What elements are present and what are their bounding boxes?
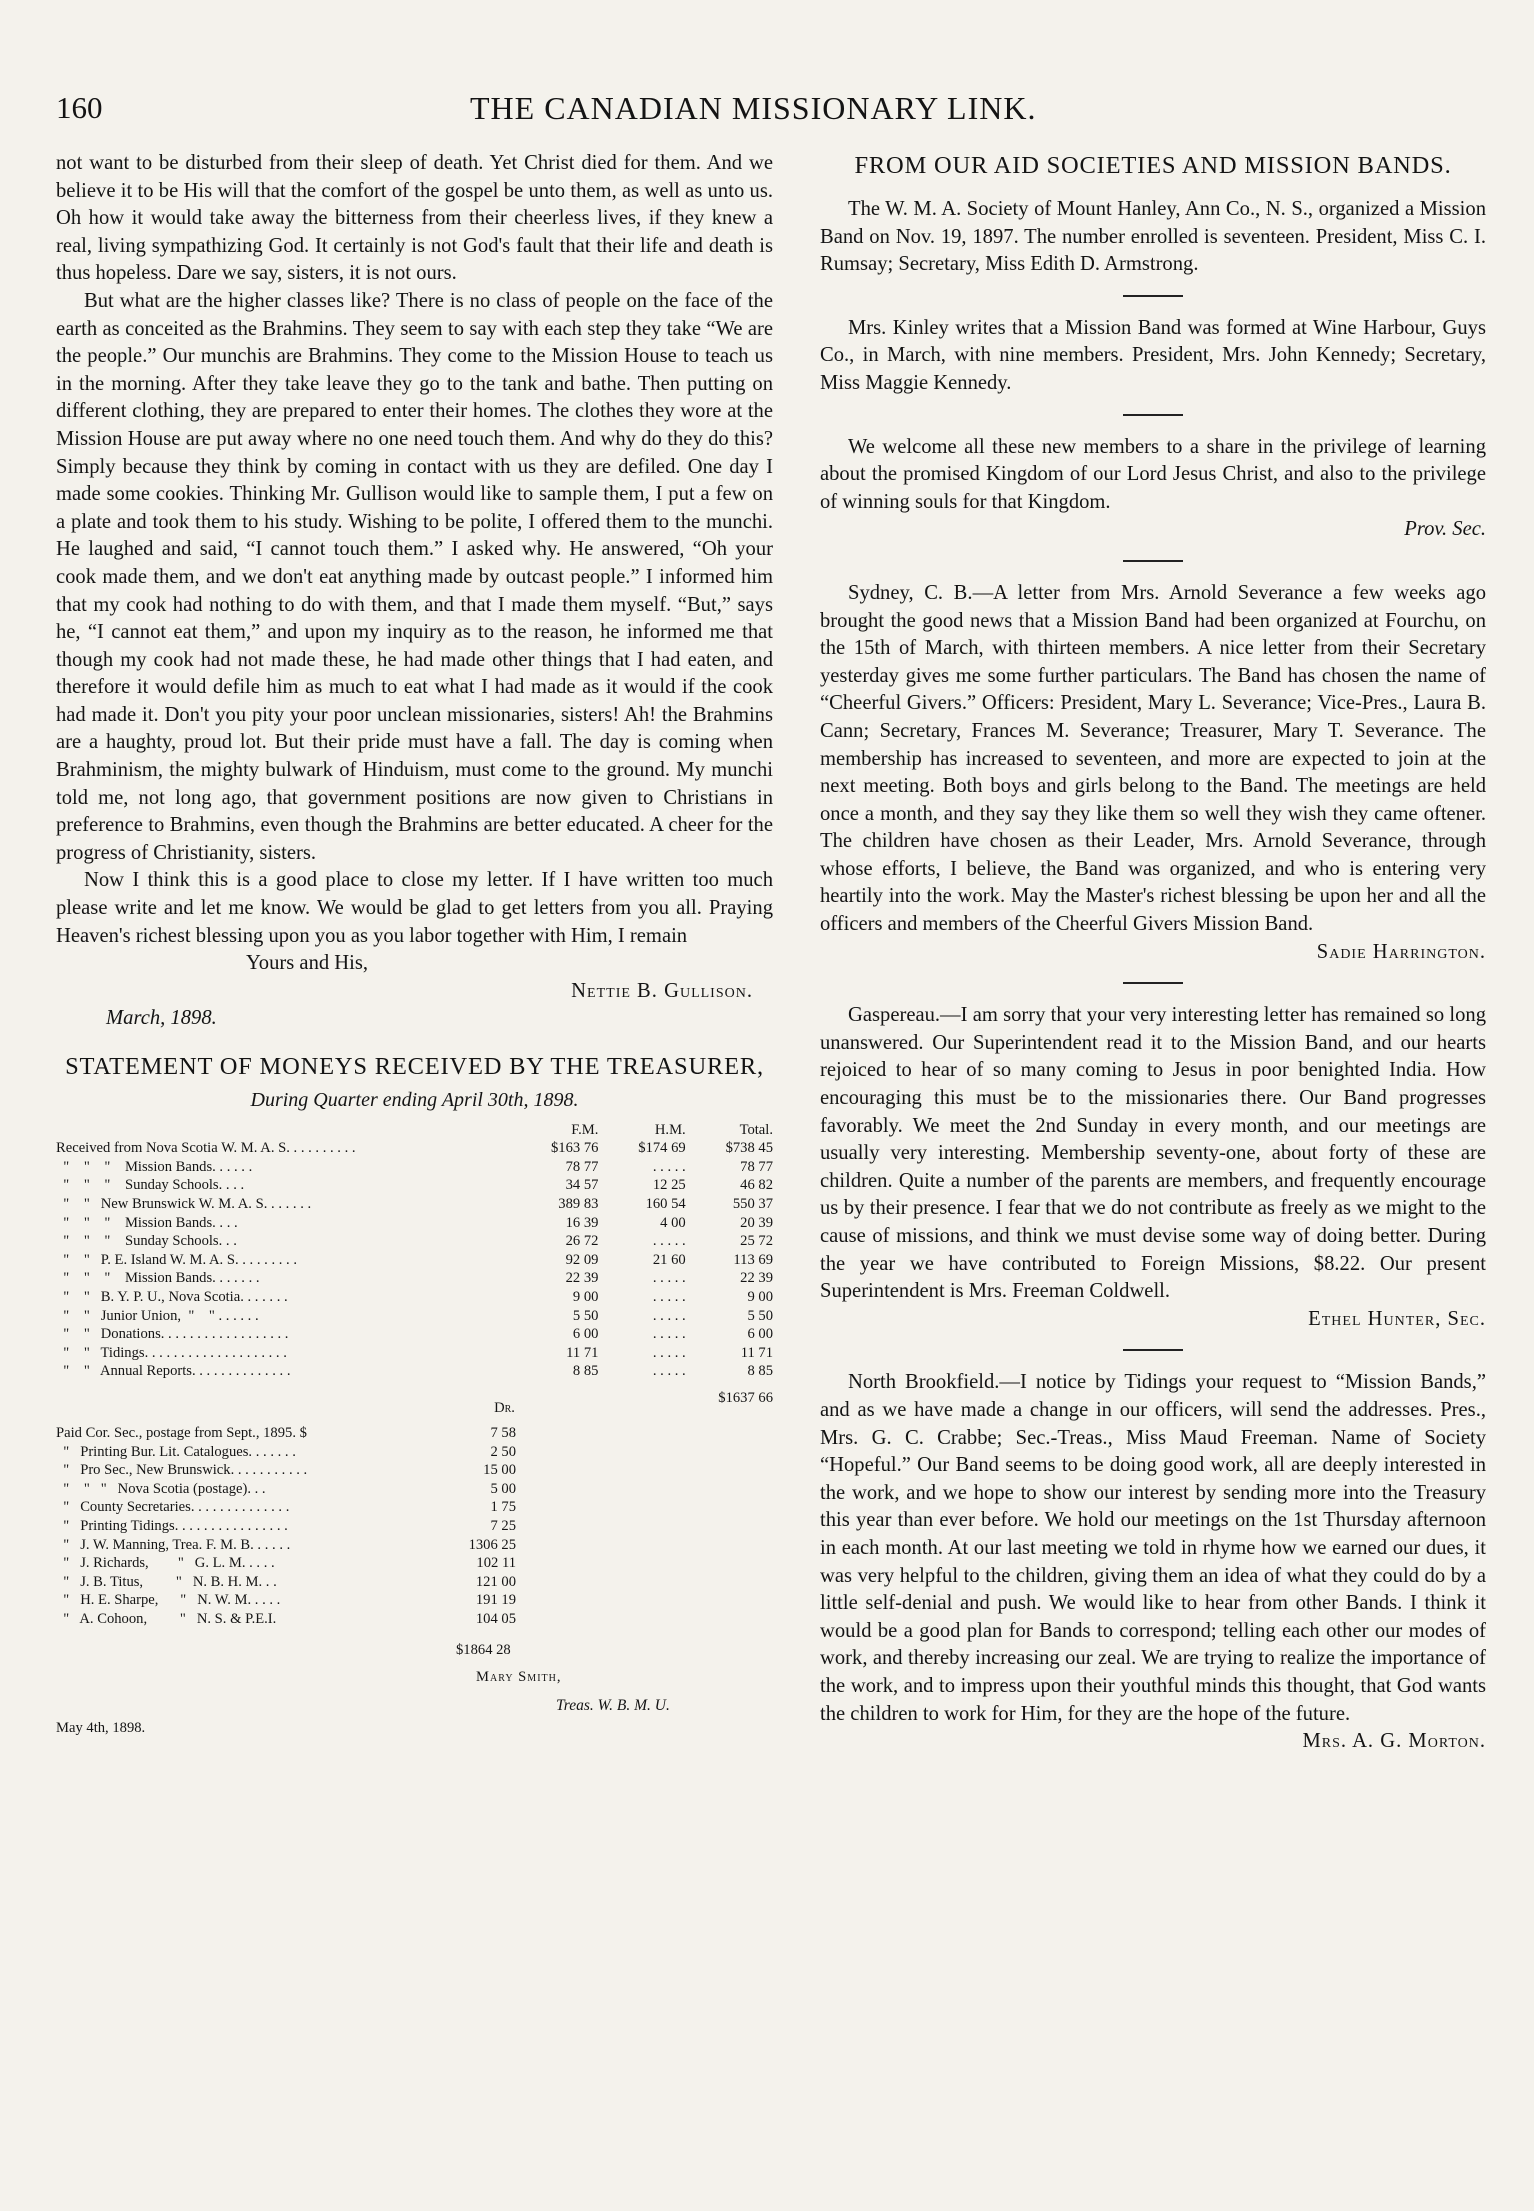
row-label: " " Tidings. . . . . . . . . . . . . . . . . . . . (56, 1344, 287, 1361)
statement-title: STATEMENT OF MONEYS RECEIVED BY THE TREASURER, (65, 1053, 764, 1080)
page-title: THE CANADIAN MISSIONARY LINK. (470, 90, 1037, 126)
row-label: " " " Mission Bands. . . . . . . (56, 1270, 260, 1287)
payment-amount: 2 50 (490, 1443, 516, 1460)
row-amount: . . . . . (652, 1326, 686, 1343)
payment-row (56, 1443, 516, 1462)
divider (1123, 560, 1183, 562)
divider (1123, 295, 1183, 297)
receipts-table (56, 1121, 773, 1743)
row-amount: 20 39 (740, 1214, 773, 1231)
row-amount: . . . . . (652, 1270, 686, 1287)
item: North Brookfield.—I notice by Tidings your request to “Mission Bands,” and as we have made a change in our officers, will send the addresses. Pres., Mrs. G. C. Crabbe; Sec.-Treas., Miss Maud Freeman. Name of Society “Hopeful.” Our Band seems to be doing good work, all are deeply interested in the work, and we hope to show our interest by sending more into the Treasury this year than ever before. We hold our meetings on the 1st Thursday afternoon in each month. At our last meeting we told in rhyme how we earned our dues, it was very helpful to the children, giving them an idea of what they could do by a little self-denial and push. We would like to hear from other Bands. I think it would be a good plan for Bands to correspond; telling each other our modes of work, and thereby increasing our zeal. We are trying to realize the importance of the work, and to impress upon their youthful minds this thought, that God wants the children to work for Him, for they are the hope of the future. (820, 1371, 1486, 1725)
paragraph: But what are the higher classes like? There is no class of people on the face of the earth as conceited as the Brahmins. They seem to say with each step they take “We are the people.” Our munchis are Brahmins. They come to the Mission House to teach us in the morning. After they take leave they go to the tank and bathe. Then putting on different clothing, they are prepared to enter their homes. The clothes they wore at the Mission House are put away where no one need touch them. And why do they do this? Simply because they think by coming in contact with us they are defiled. One day I made some cookies. Thinking Mr. Gullison would like to sample them, I put a few on a plate and took them to his study. Wishing to be polite, I offered them to the munchi. He laughed and said, “I cannot touch them.” I asked why. He answered, “Oh your cook made them, and we don't eat anything made by outcast people.” I informed him that my cook had nothing to do with them, and that I made them myself. “But,” says he, “I cannot eat them,” and upon my inquiry as to the reason, he informed me that though my cook had not made these, he had made other things that I had eaten, and therefore it would defile him as much to eat what I had made as it would if the cook had made it. Don't you pity your poor unclean missionaries, sisters! Ah! the Brahmins are a haughty, proud lot. But their pride must have a fall. The day is coming when Brahminism, the mighty bulwark of Hinduism, must come to the ground. My munchi told me, not long ago, that government positions are now given to Christians in preference to Brahmins, even though the Brahmins are better educated. A cheer for the progress of Christianity, sisters. (56, 289, 773, 864)
receipt-row (56, 1139, 773, 1158)
signature: Nettie B. Gullison. (571, 979, 753, 1002)
row-amount: 34 57 (565, 1177, 599, 1194)
item: Gaspereau.—I am sorry that your very interesting letter has remained so long unanswered. Our Superintendent read it to the Mission Band, and our hearts rejoiced to hear of so many coming to Jesus in poor benighted India. How encouraging this must be to the missionaries there. Our Band progresses favorably. We meet the 2nd Sunday in every month, and our meetings are usually very interesting. Membership seventy-one, about forty of these are children. Quite a number of the parents are members, and frequently encourage us by their presence. I fear that we do not contribute as freely as we might to the cause of missions, and think we must devise some way of doing better. During the year we have contributed to Foreign Missions, $8.22. Our present Superintendent is Mrs. Freeman Coldwell. (820, 1004, 1486, 1303)
letter-date: March, 1898. (106, 1007, 217, 1030)
row-amount: . . . . . (652, 1307, 686, 1324)
receipt-row (56, 1158, 773, 1177)
payment-amount: 15 00 (483, 1462, 516, 1479)
paragraph: not want to be disturbed from their sleep of death. Yet Christ died for them. And we believe it to be His will that the comfort of the gospel be unto them, as well as unto us. Oh how it would take away the bitterness from their cheerless lives, if they knew a real, living sympathizing God. It certainly is not God's fault that their life and death is thus hopeless. Dare we say, sisters, it is not ours. (56, 152, 773, 285)
payment-row (56, 1517, 516, 1536)
row-amount: 8 85 (747, 1363, 773, 1380)
payment-amount: 5 00 (490, 1480, 516, 1497)
row-label: " " Annual Reports. . . . . . . . . . . . . . (56, 1363, 291, 1380)
payment-amount: 1 75 (490, 1499, 516, 1516)
section-heading: FROM OUR AID SOCIETIES AND MISSION BANDS. (854, 152, 1452, 179)
receipt-row (56, 1195, 773, 1214)
payment-label: " J. B. Titus, " N. B. H. M. . . (56, 1573, 277, 1590)
row-amount: 550 37 (732, 1195, 773, 1212)
statement-date: May 4th, 1898. (56, 1720, 146, 1737)
row-amount: 11 71 (740, 1344, 773, 1361)
col-header: H.M. (654, 1121, 686, 1138)
row-amount: 160 54 (645, 1195, 686, 1212)
row-amount: 9 00 (747, 1288, 773, 1305)
signature: Ethel Hunter, Sec. (1308, 1307, 1486, 1330)
row-amount: . . . . . (652, 1363, 686, 1380)
divider (1123, 1349, 1183, 1351)
row-label: " " New Brunswick W. M. A. S. . . . . . . (56, 1195, 312, 1212)
payment-label: " County Secretaries. . . . . . . . . . . . . . (56, 1499, 290, 1516)
row-label: " " " Mission Bands. . . . (56, 1214, 238, 1231)
row-amount: . . . . . (652, 1344, 686, 1361)
row-amount: . . . . . (652, 1288, 686, 1305)
statement-subtitle: During Quarter ending April 30th, 1898. (250, 1089, 579, 1111)
signature: Sadie Harrington. (1316, 940, 1486, 963)
row-amount: . . . . . (652, 1158, 686, 1175)
payment-amount: 1306 25 (468, 1536, 516, 1553)
row-amount: 113 69 (733, 1251, 773, 1268)
row-amount: 25 72 (740, 1233, 773, 1250)
row-label: " " B. Y. P. U., Nova Scotia. . . . . . . (56, 1288, 288, 1305)
payment-row (56, 1610, 516, 1629)
payment-row (56, 1591, 516, 1610)
page-number: 160 (56, 90, 103, 125)
receipt-row (56, 1288, 773, 1307)
payment-row (56, 1498, 516, 1517)
payment-row (56, 1573, 516, 1592)
col-header: F.M. (571, 1121, 599, 1138)
treasurer-name: Mary Smith, (476, 1669, 562, 1686)
receipt-row (56, 1269, 773, 1288)
payment-amount: 102 11 (476, 1555, 516, 1572)
item: The W. M. A. Society of Mount Hanley, Ann Co., N. S., organized a Mission Band on Nov. 19, 1897. The number enrolled is seventeen. President, Miss C. I. Rumsay; Secretary, Miss Edith D. Armstrong. (820, 198, 1486, 276)
dr-label: Dr. (494, 1399, 515, 1416)
row-amount: $163 76 (551, 1140, 599, 1157)
row-label: " " " Sunday Schools. . . . (56, 1177, 245, 1194)
row-amount: 6 00 (747, 1326, 773, 1343)
row-amount: 92 09 (565, 1251, 599, 1268)
row-amount: 21 60 (652, 1251, 686, 1268)
row-amount: 22 39 (740, 1270, 773, 1287)
row-amount: 26 72 (565, 1233, 599, 1250)
row-amount: $738 45 (725, 1140, 773, 1157)
receipt-row (56, 1214, 773, 1233)
payment-label: " " " Nova Scotia (postage). . . (56, 1480, 266, 1497)
row-amount: 22 39 (565, 1270, 599, 1287)
row-amount: 389 83 (558, 1195, 599, 1212)
payment-label: Paid Cor. Sec., postage from Sept., 1895. $ (56, 1425, 307, 1442)
payment-row (56, 1536, 516, 1555)
receipt-row (56, 1344, 773, 1363)
payment-row (56, 1480, 516, 1499)
prov-ref: Prov. Sec. (1404, 518, 1486, 541)
payment-label: " Pro Sec., New Brunswick. . . . . . . . . . . (56, 1462, 308, 1479)
row-amount: 4 00 (660, 1214, 686, 1231)
row-amount: 6 00 (572, 1326, 599, 1343)
payment-label: " Printing Bur. Lit. Catalogues. . . . . . . (56, 1443, 296, 1460)
receipt-row (56, 1251, 773, 1270)
left-column (56, 150, 773, 1743)
item: We welcome all these new members to a share in the privilege of learning about the promised Kingdom of our Lord Jesus Christ, and also to the privilege of winning souls for that Kingdom. (820, 435, 1486, 513)
payment-row (56, 1424, 516, 1443)
item: Sydney, C. B.—A letter from Mrs. Arnold Severance a few weeks ago brought the good news that a Mission Band had been organized at Fourchu, on the 15th of March, with thirteen members. A nice letter from their Secretary yesterday gives me some further particulars. The Band has chosen the name of “Cheerful Givers.” Officers: President, Mary L. Severance; Vice-Pres., Laura B. Cann; Secretary, Frances M. Severance; Treasurer, Mary T. Severance. The membership has increased to seventeen, and more are expected to join at the next meeting. Both boys and girls belong to the Band. The meetings are held once a month, and they say they like them so well they wish they came oftener. The children have chosen as their Leader, Mrs. Arnold Severance, through whose efforts, I believe, the Band was organized, and who is entering very heartily into the work. May the Master's richest blessing be upon her and all the officers and members of the Cheerful Givers Mission Band. (820, 581, 1486, 936)
payment-label: " J. Richards, " G. L. M. . . . . (56, 1555, 275, 1572)
row-amount: 12 25 (652, 1177, 686, 1194)
receipt-row (56, 1325, 773, 1344)
receipt-row (56, 1362, 773, 1381)
total-paid: $1864 28 (456, 1641, 511, 1658)
payment-amount: 121 00 (475, 1573, 516, 1590)
row-amount: 11 71 (566, 1344, 599, 1361)
row-label: " " P. E. Island W. M. A. S. . . . . . . . . (56, 1251, 297, 1268)
payment-row (56, 1461, 516, 1480)
row-label: " " " Sunday Schools. . . (56, 1233, 237, 1250)
row-amount: 46 82 (740, 1177, 773, 1194)
row-label: " " Junior Union, " " . . . . . . (56, 1307, 259, 1324)
row-label: " " Donations. . . . . . . . . . . . . . . . . . (56, 1326, 289, 1343)
receipt-row (56, 1232, 773, 1251)
divider (1123, 414, 1183, 416)
payment-label: " J. W. Manning, Trea. F. M. B. . . . . . (56, 1536, 291, 1553)
item: Mrs. Kinley writes that a Mission Band was formed at Wine Harbour, Guys Co., in March, with nine members. President, Mrs. John Kennedy; Secretary, Miss Maggie Kennedy. (820, 316, 1486, 394)
paragraph: Now I think this is a good place to close my letter. If I have written too much please write and let me know. We would be glad to get letters from you all. Praying Heaven's richest blessing upon you as you labor together with Him, I remain (56, 869, 773, 947)
row-amount: 5 50 (747, 1307, 773, 1324)
payment-amount: 104 05 (475, 1611, 516, 1628)
row-amount: 9 00 (572, 1288, 599, 1305)
row-label: Received from Nova Scotia W. M. A. S. . . . . . . . . . (56, 1140, 356, 1157)
row-amount: 78 77 (740, 1158, 773, 1175)
payment-label: " A. Cohoon, " N. S. & P.E.I. (56, 1611, 277, 1628)
payment-amount: 191 19 (475, 1592, 516, 1609)
payment-amount: 7 58 (490, 1425, 516, 1442)
closing: Yours and His, (246, 952, 369, 975)
row-label: " " " Mission Bands. . . . . . (56, 1158, 253, 1175)
total-received: $1637 66 (718, 1389, 773, 1406)
row-amount: 8 85 (572, 1363, 599, 1380)
receipt-row (56, 1176, 773, 1195)
row-amount: 16 39 (565, 1214, 599, 1231)
payment-row (56, 1554, 516, 1573)
row-amount: $174 69 (638, 1140, 686, 1157)
payment-label: " Printing Tidings. . . . . . . . . . . . . . . . (56, 1518, 288, 1535)
signature: Mrs. A. G. Morton. (1302, 1730, 1486, 1753)
payment-amount: 7 25 (490, 1518, 516, 1535)
col-header: Total. (739, 1121, 773, 1138)
row-amount: 78 77 (565, 1158, 599, 1175)
row-amount: 5 50 (572, 1307, 599, 1324)
treasurer-title: Treas. W. B. M. U. (556, 1696, 670, 1714)
right-column (820, 150, 1486, 1756)
row-amount: . . . . . (652, 1233, 686, 1250)
payment-label: " H. E. Sharpe, " N. W. M. . . . . (56, 1592, 281, 1609)
receipt-row (56, 1307, 773, 1326)
divider (1123, 982, 1183, 984)
